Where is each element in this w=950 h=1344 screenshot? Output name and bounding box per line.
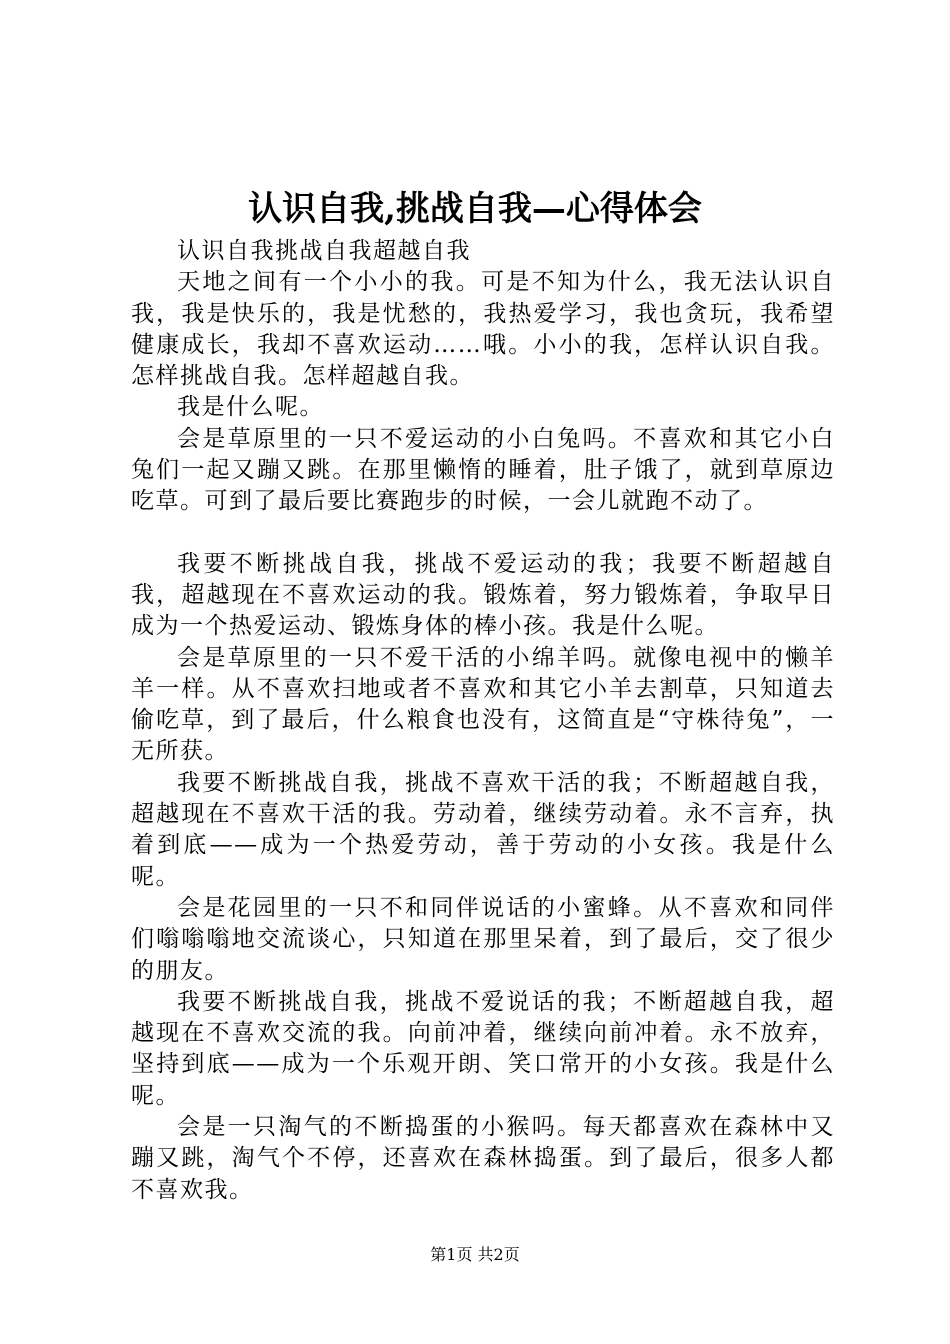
paragraph: 我要不断挑战自我，挑战不爱说话的我；不断超越自我，超越现在不喜欢交流的我。向前冲着，继续向前冲着。永不放弃，坚持到底——成为一个乐观开朗、笑口常开的小女孩。我是什么呢。 bbox=[131, 988, 835, 1109]
paragraph: 会是一只淘气的不断捣蛋的小猴吗。每天都喜欢在森林中又蹦又跳，淘气个不停，还喜欢在森林捣蛋。到了最后，很多人都不喜欢我。 bbox=[131, 1114, 835, 1203]
paragraph: 天地之间有一个小小的我。可是不知为什么，我无法认识自我，我是快乐的，我是忧愁的，我热爱学习，我也贪玩，我希望健康成长，我却不喜欢运动……哦。小小的我，怎样认识自我。怎样挑战自我。怎样超越自我。 bbox=[131, 269, 835, 390]
document-title: 认识自我,挑战自我—心得体会 bbox=[248, 189, 702, 229]
paragraph: 会是花园里的一只不和同伴说话的小蜜蜂。从不喜欢和同伴们嗡嗡嗡地交流谈心，只知道在那里呆着，到了最后，交了很少的朋友。 bbox=[131, 894, 835, 984]
paragraph: 我是什么呢。 bbox=[177, 394, 324, 421]
blank-line bbox=[131, 518, 835, 549]
paragraph: 我要不断挑战自我，挑战不爱运动的我；我要不断超越自我，超越现在不喜欢运动的我。锻炼着，努力锻炼着，争取早日成为一个热爱运动、锻炼身体的棒小孩。我是什么呢。 bbox=[131, 550, 835, 640]
paragraph: 我要不断挑战自我，挑战不喜欢干活的我；不断超越自我，超越现在不喜欢干活的我。劳动着，继续劳动着。永不言弃，执着到底——成为一个热爱劳动，善于劳动的小女孩。我是什么呢。 bbox=[131, 769, 835, 890]
paragraph-subtitle: 认识自我挑战自我超越自我 bbox=[177, 238, 471, 264]
page-footer: 第1页 共2页 bbox=[430, 1245, 520, 1264]
paragraph: 会是草原里的一只不爱干活的小绵羊吗。就像电视中的懒羊羊一样。从不喜欢扫地或者不喜欢和其它小羊去割草，只知道去偷吃草，到了最后，什么粮食也没有，这简直是“守株待兔”，一无所获。 bbox=[131, 644, 835, 765]
paragraph: 会是草原里的一只不爱运动的小白兔吗。不喜欢和其它小白兔们一起又蹦又跳。在那里懒惰的睡着，肚子饿了，就到草原边吃草。可到了最后要比赛跑步的时候，一会儿就跑不动了。 bbox=[131, 425, 835, 515]
document-body bbox=[131, 236, 835, 1206]
